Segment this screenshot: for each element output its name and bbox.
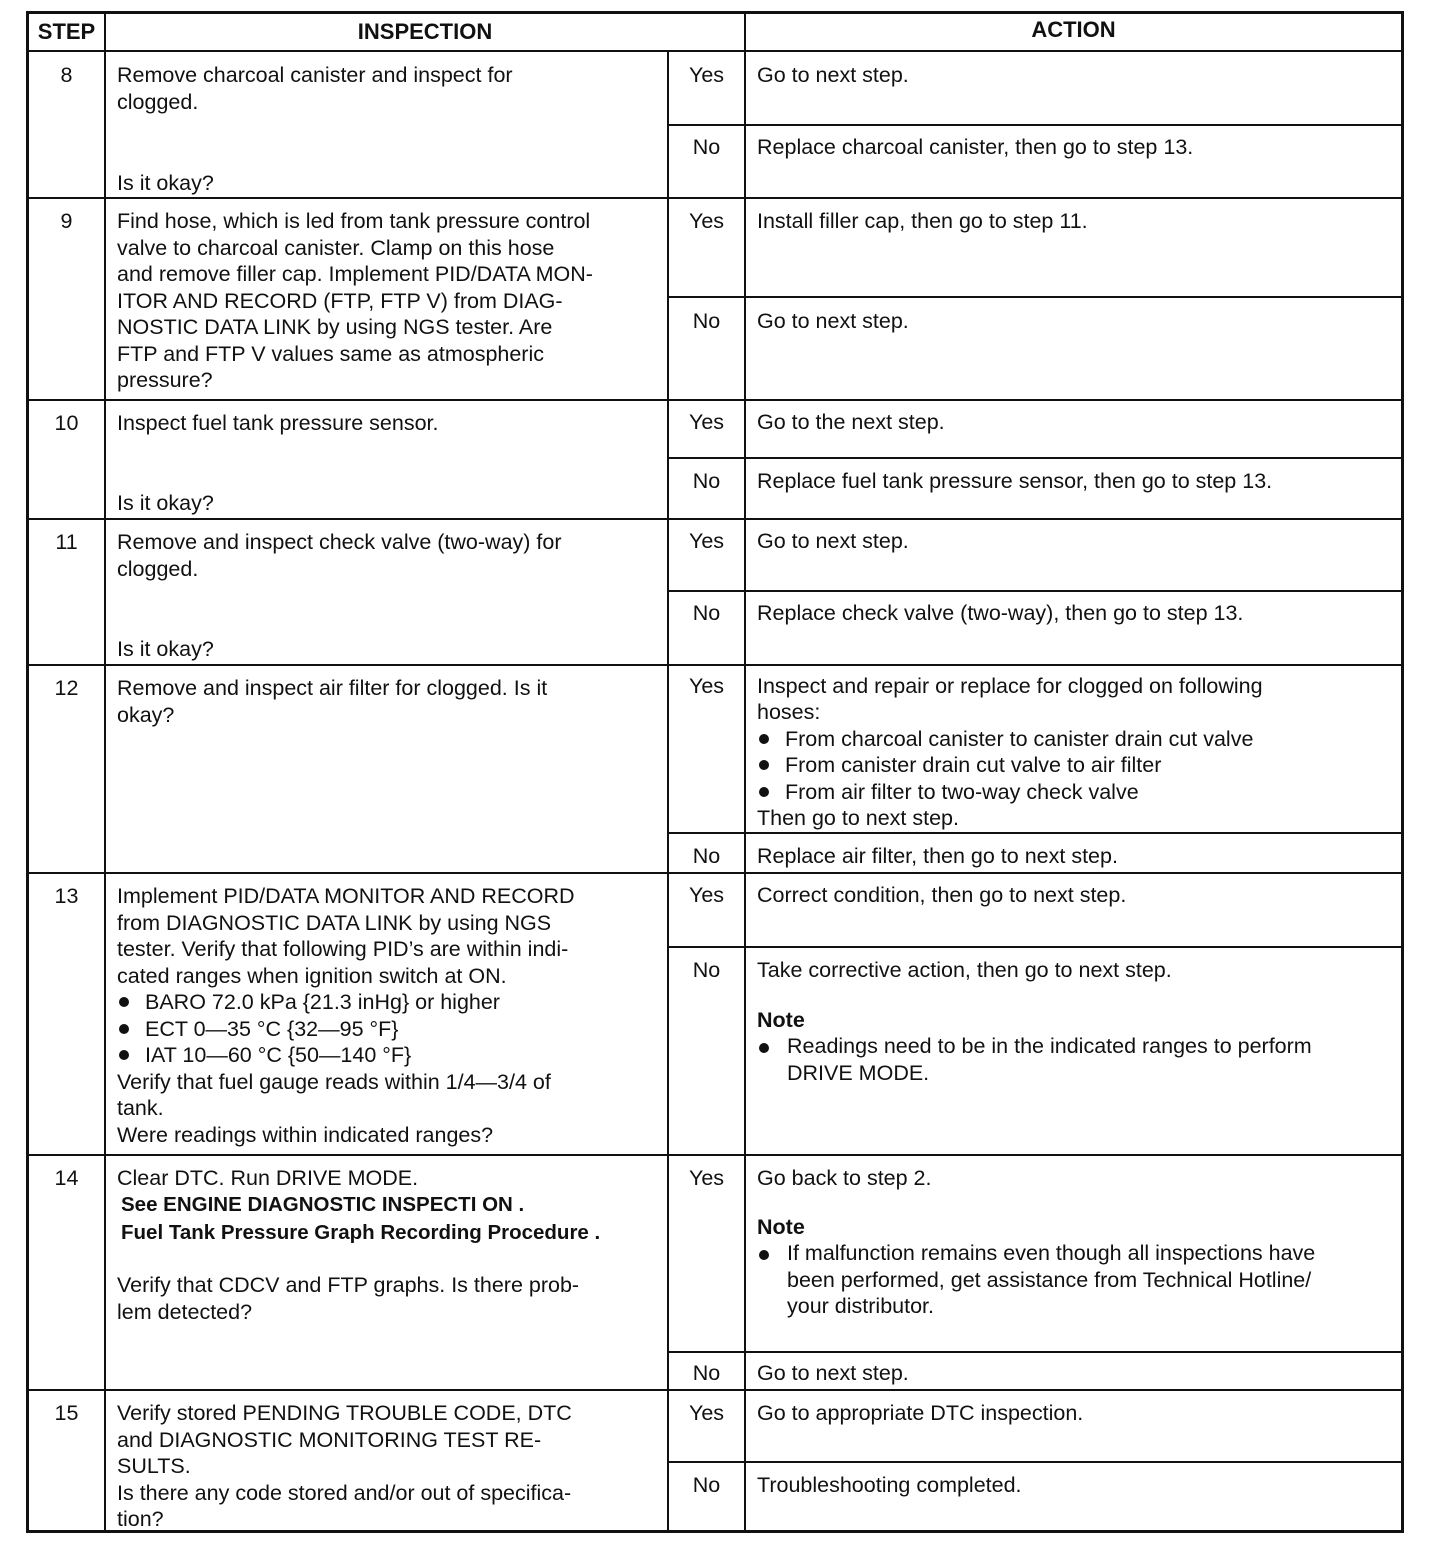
yes-action: Go to the next step. bbox=[757, 410, 945, 434]
diagnostic-table bbox=[26, 11, 1404, 1533]
list-item bbox=[759, 779, 1139, 806]
yes-action: Correct condition, then go to next step. bbox=[757, 883, 1127, 907]
bullet-text: your distributor. bbox=[787, 1294, 934, 1319]
no-label: No bbox=[692, 309, 721, 333]
row-divider bbox=[29, 197, 1401, 199]
yes-no-divider bbox=[667, 457, 1401, 459]
inspection-question: tion? bbox=[117, 1507, 164, 1531]
bullet-text: been performed, get assistance from Technical Hotline/ bbox=[787, 1267, 1312, 1292]
list-item bbox=[119, 989, 500, 1016]
inspection-text: pressure? bbox=[117, 368, 213, 392]
inspection-question: Is it okay? bbox=[117, 637, 214, 661]
bullet-icon bbox=[759, 734, 769, 744]
inspection-question: lem detected? bbox=[117, 1300, 253, 1324]
yes-action: Then go to next step. bbox=[757, 806, 959, 830]
step-number: 15 bbox=[54, 1401, 79, 1425]
yes-label: Yes bbox=[688, 63, 725, 87]
inspection-text: clogged. bbox=[117, 90, 199, 114]
reference-link: Fuel Tank Pressure Graph Recording Procedure . bbox=[121, 1221, 601, 1244]
yes-label: Yes bbox=[688, 529, 725, 553]
bullet-text: If malfunction remains even though all inspections have bbox=[787, 1241, 1316, 1265]
no-label: No bbox=[692, 958, 721, 982]
header-step: STEP bbox=[37, 19, 96, 44]
step-number: 8 bbox=[60, 63, 73, 87]
inspection-text: Remove and inspect check valve (two-way) for bbox=[117, 530, 562, 554]
yes-action: Go to next step. bbox=[757, 63, 909, 87]
list-item bbox=[119, 1042, 411, 1069]
yes-action: Go back to step 2. bbox=[757, 1166, 932, 1190]
yes-label: Yes bbox=[688, 1166, 725, 1190]
inspection-text: Remove and inspect air filter for clogged. Is it bbox=[117, 676, 548, 700]
bullet-text: From air filter to two-way check valve bbox=[785, 780, 1139, 804]
inspection-text: and remove filler cap. Implement PID/DATA MON- bbox=[117, 262, 593, 286]
step-number: 14 bbox=[54, 1166, 79, 1190]
no-label: No bbox=[692, 135, 721, 159]
no-action: Replace fuel tank pressure sensor, then go to step 13. bbox=[757, 469, 1273, 493]
inspection-text: from DIAGNOSTIC DATA LINK by using NGS bbox=[117, 911, 552, 935]
inspection-text: Find hose, which is led from tank pressure control bbox=[117, 209, 591, 233]
inspection-text: Implement PID/DATA MONITOR AND RECORD bbox=[117, 884, 575, 908]
note-title: Note bbox=[757, 1008, 805, 1032]
bullet-text: Readings need to be in the indicated ranges to perform bbox=[787, 1034, 1312, 1058]
no-action: Replace air filter, then go to next step. bbox=[757, 844, 1118, 868]
inspection-question: Were readings within indicated ranges? bbox=[117, 1123, 494, 1147]
step-number: 12 bbox=[54, 676, 79, 700]
step-number: 13 bbox=[54, 884, 79, 908]
bullet-icon bbox=[119, 997, 129, 1007]
no-label: No bbox=[692, 844, 721, 868]
inspection-text: Verify that fuel gauge reads within 1/4—3/4 of bbox=[117, 1070, 551, 1094]
yes-no-divider bbox=[667, 590, 1401, 592]
yes-no-divider bbox=[667, 946, 1401, 948]
yes-action: Inspect and repair or replace for clogged on following bbox=[757, 674, 1263, 698]
bullet-text: From charcoal canister to canister drain cut valve bbox=[785, 727, 1254, 751]
row-divider bbox=[29, 399, 1401, 401]
bullet-icon bbox=[759, 1043, 769, 1053]
row-divider bbox=[29, 1154, 1401, 1156]
yes-action: Go to next step. bbox=[757, 529, 909, 553]
no-label: No bbox=[692, 469, 721, 493]
inspection-text: Remove charcoal canister and inspect for bbox=[117, 63, 513, 87]
yes-label: Yes bbox=[688, 674, 725, 698]
no-label: No bbox=[692, 1361, 721, 1385]
inspection-text: tester. Verify that following PID’s are within indi- bbox=[117, 937, 569, 961]
no-label: No bbox=[692, 601, 721, 625]
inspection-text: ITOR AND RECORD (FTP, FTP V) from DIAG- bbox=[117, 289, 563, 313]
note-title: Note bbox=[757, 1215, 805, 1239]
col-divider-action bbox=[744, 14, 746, 1530]
inspection-text: Clear DTC. Run DRIVE MODE. bbox=[117, 1166, 419, 1190]
yes-action: hoses: bbox=[757, 700, 821, 724]
col-divider-answer bbox=[667, 50, 669, 1530]
step-number: 10 bbox=[54, 411, 79, 435]
inspection-question: Verify that CDCV and FTP graphs. Is there prob- bbox=[117, 1273, 580, 1297]
bullet-icon bbox=[759, 787, 769, 797]
no-label: No bbox=[692, 1473, 721, 1497]
row-divider bbox=[29, 1389, 1401, 1391]
bullet-text: From canister drain cut valve to air filter bbox=[785, 753, 1162, 777]
step-number: 11 bbox=[55, 530, 78, 554]
inspection-text: cated ranges when ignition switch at ON. bbox=[117, 964, 507, 988]
yes-no-divider bbox=[667, 296, 1401, 298]
bullet-icon bbox=[759, 1250, 769, 1260]
bullet-text: BARO 72.0 kPa {21.3 inHg} or higher bbox=[145, 990, 500, 1014]
no-action: Troubleshooting completed. bbox=[757, 1473, 1022, 1497]
reference-link: See ENGINE DIAGNOSTIC INSPECTI ON . bbox=[121, 1193, 525, 1216]
no-action: Take corrective action, then go to next step. bbox=[757, 958, 1172, 982]
inspection-text: SULTS. bbox=[117, 1454, 191, 1478]
bullet-text: ECT 0—35 °C {32—95 °F} bbox=[145, 1017, 399, 1041]
yes-no-divider bbox=[667, 1461, 1401, 1463]
note-item bbox=[757, 1033, 1312, 1086]
list-item bbox=[119, 1016, 398, 1043]
header-action: ACTION bbox=[1031, 17, 1116, 42]
yes-label: Yes bbox=[688, 209, 725, 233]
yes-label: Yes bbox=[688, 410, 725, 434]
bullet-text: DRIVE MODE. bbox=[787, 1060, 930, 1085]
bullet-icon bbox=[759, 760, 769, 770]
header-divider bbox=[29, 50, 1401, 52]
yes-label: Yes bbox=[688, 883, 725, 907]
inspection-text: Inspect fuel tank pressure sensor. bbox=[117, 411, 439, 435]
yes-action: Go to appropriate DTC inspection. bbox=[757, 1401, 1084, 1425]
yes-no-divider bbox=[667, 124, 1401, 126]
no-action: Replace charcoal canister, then go to step 13. bbox=[757, 135, 1194, 159]
inspection-text: valve to charcoal canister. Clamp on this hose bbox=[117, 236, 555, 260]
inspection-text: clogged. bbox=[117, 557, 199, 581]
note-item bbox=[757, 1240, 1315, 1320]
bullet-text: IAT 10—60 °C {50—140 °F} bbox=[145, 1043, 412, 1067]
no-action: Go to next step. bbox=[757, 309, 909, 333]
bullet-icon bbox=[119, 1024, 129, 1034]
inspection-text: okay? bbox=[117, 703, 175, 727]
inspection-question: Is it okay? bbox=[117, 171, 214, 195]
yes-label: Yes bbox=[688, 1401, 725, 1425]
list-item bbox=[759, 752, 1161, 779]
row-divider bbox=[29, 872, 1401, 874]
inspection-text: Verify stored PENDING TROUBLE CODE, DTC bbox=[117, 1401, 572, 1425]
row-divider bbox=[29, 518, 1401, 520]
yes-no-divider bbox=[667, 1351, 1401, 1353]
inspection-text: FTP and FTP V values same as atmospheric bbox=[117, 342, 544, 366]
step-number: 9 bbox=[60, 209, 73, 233]
inspection-question: Is there any code stored and/or out of specifica- bbox=[117, 1481, 572, 1505]
inspection-text: tank. bbox=[117, 1096, 164, 1120]
no-action: Replace check valve (two-way), then go to step 13. bbox=[757, 601, 1244, 625]
yes-action: Install filler cap, then go to step 11. bbox=[757, 209, 1088, 233]
list-item bbox=[759, 726, 1253, 753]
no-action: Go to next step. bbox=[757, 1361, 909, 1385]
inspection-question: Is it okay? bbox=[117, 491, 214, 515]
inspection-text: NOSTIC DATA LINK by using NGS tester. Are bbox=[117, 315, 553, 339]
row-divider bbox=[29, 664, 1401, 666]
col-divider-step bbox=[104, 14, 106, 1530]
header-inspection: INSPECTION bbox=[357, 19, 493, 44]
yes-no-divider bbox=[667, 832, 1401, 834]
inspection-text: and DIAGNOSTIC MONITORING TEST RE- bbox=[117, 1428, 542, 1452]
bullet-icon bbox=[119, 1050, 129, 1060]
